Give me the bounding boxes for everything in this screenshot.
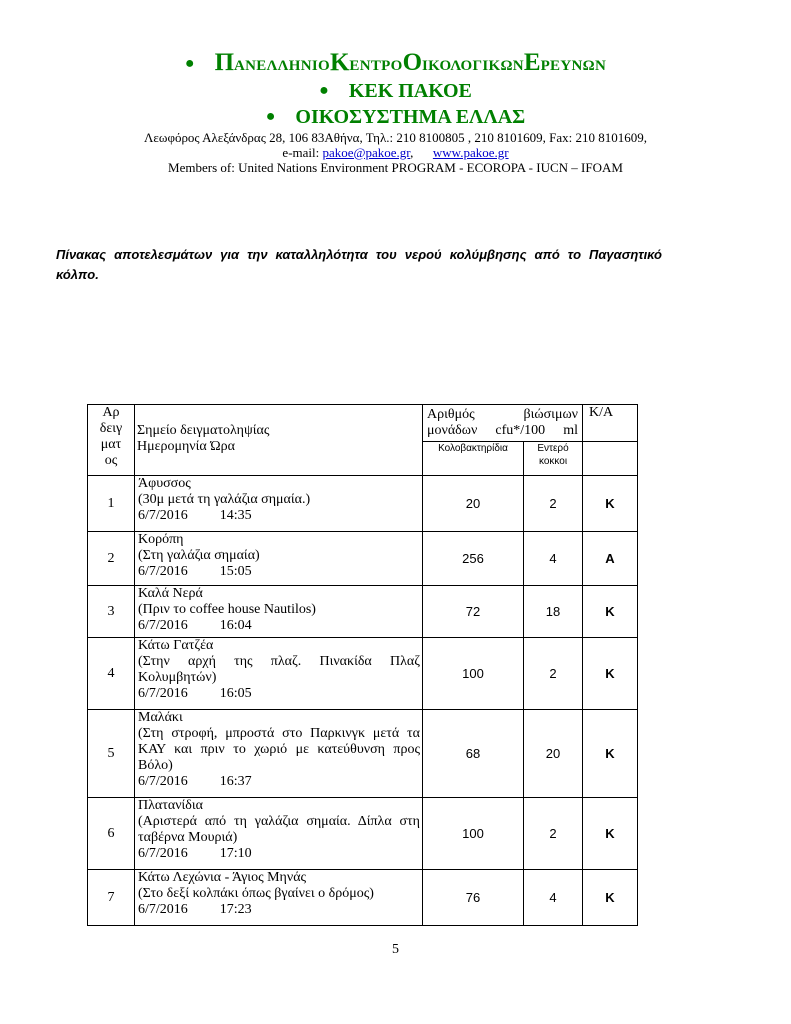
org-ecosystem xyxy=(0,105,791,131)
coliforms-value: 256 xyxy=(423,532,524,586)
enterococci-value: 4 xyxy=(524,532,583,586)
sample-datetime: 6/7/2016 14:35 xyxy=(138,508,252,523)
table-row xyxy=(88,798,638,870)
site-name: Πλατανίδια xyxy=(138,798,203,813)
table-row xyxy=(88,870,638,926)
address: Λεωφόρος Αλεξάνδρας 28, 106 83Αθήνα, Τηλ.: 210 8100805 , 210 8101609, Fax: 210 8101609, xyxy=(144,130,647,145)
sample-site xyxy=(135,870,423,926)
table-row xyxy=(88,710,638,798)
letterhead xyxy=(0,50,791,176)
header-enterococci: Εντερό κοκκοι xyxy=(524,442,583,476)
site-name: Κάτω Λεχώνια - Άγιος Μηνάς xyxy=(138,870,307,885)
bullet-icon: ● xyxy=(319,82,329,99)
contact-line: e-mail: pakoe@pakoe.gr, www.pakoe.gr xyxy=(282,144,509,160)
org-subtitle-text: ΚΕΚ ΠΑΚΟΕ xyxy=(348,80,472,102)
coliforms-value: 76 xyxy=(423,870,524,926)
enterococci-value: 4 xyxy=(524,870,583,926)
table-header-row xyxy=(88,405,638,442)
sample-no: 6 xyxy=(88,798,135,870)
coliforms-value: 100 xyxy=(423,798,524,870)
ka-status: K xyxy=(583,710,638,798)
table-row xyxy=(88,638,638,710)
site-name: Μαλάκι xyxy=(138,710,183,725)
table-row xyxy=(88,532,638,586)
memberships: Members of: United Nations Environment PROGRAM - ECOROPA - IUCN – IFOAM xyxy=(168,160,623,175)
ka-status: K xyxy=(583,638,638,710)
ka-status: K xyxy=(583,870,638,926)
site-description: (Στην αρχή της πλαζ. Πινακίδα Πλαζ Κολυμβητών) xyxy=(138,654,420,685)
site-name: Κάτω Γατζέα xyxy=(138,638,214,653)
org-word: ΚΕΝΤΡΟ xyxy=(329,49,403,76)
site-name: Άφυσσος xyxy=(138,476,191,491)
site-description: (Στη στροφή, μπροστά στο Παρκινγκ μετά τα ΚΑΥ και πριν το χωριό με κατεύθυνση προς Βόλο) xyxy=(138,726,420,773)
website-link[interactable]: www.pakoe.gr xyxy=(432,144,509,160)
enterococci-value: 18 xyxy=(524,586,583,638)
table-intro: Πίνακας αποτελεσμάτων για την καταλληλότητα του νερού κολύμβησης από το Παγασητικό κόλπο. xyxy=(56,247,662,282)
site-description: (Πριν το coffee house Nautilos) xyxy=(138,602,316,617)
header-sample-no: Αρ δειγ ματ ος xyxy=(88,405,135,476)
org-ecosystem-text: ΟΙΚΟΣΥΣΤΗΜΑ ΕΛΛΑΣ xyxy=(295,106,526,128)
site-name: Κορόπη xyxy=(138,532,184,547)
site-description: (Στη γαλάζια σημαία) xyxy=(138,548,260,563)
bullet-icon: ● xyxy=(265,108,276,125)
site-name: Καλά Νερά xyxy=(138,586,203,601)
coliforms-value: 72 xyxy=(423,586,524,638)
organization-name xyxy=(0,50,791,79)
email-label: e-mail: xyxy=(282,144,320,160)
sample-no: 1 xyxy=(88,476,135,532)
bullet-icon: ● xyxy=(184,55,195,72)
sample-site xyxy=(135,798,423,870)
table-row xyxy=(88,586,638,638)
sample-datetime: 6/7/2016 15:05 xyxy=(138,564,252,579)
site-description: (Στο δεξί κολπάκι όπως βγαίνει ο δρόμος) xyxy=(138,886,374,901)
sample-no: 2 xyxy=(88,532,135,586)
sample-site xyxy=(135,710,423,798)
email-link[interactable]: pakoe@pakoe.gr xyxy=(322,144,411,160)
sample-site xyxy=(135,476,423,532)
ka-status: K xyxy=(583,586,638,638)
sample-no: 3 xyxy=(88,586,135,638)
coliforms-value: 68 xyxy=(423,710,524,798)
ka-status: A xyxy=(583,532,638,586)
sample-site xyxy=(135,532,423,586)
enterococci-value: 2 xyxy=(524,798,583,870)
header-ka-empty xyxy=(583,442,638,476)
sample-no: 5 xyxy=(88,710,135,798)
header-sampling-site: Σημείο δειγματοληψίας Ημερομηνία Ώρα xyxy=(135,405,423,476)
enterococci-value: 20 xyxy=(524,710,583,798)
header-coliforms: Κολοβακτηρίδια xyxy=(423,442,524,476)
org-word: ΟΙΚΟΛΟΓΙΚΩΝ xyxy=(402,49,524,76)
header-cfu-count: Αριθμός βιώσιμων μονάδων cfu*/100 ml xyxy=(423,405,583,442)
sample-datetime: 6/7/2016 16:05 xyxy=(138,686,252,701)
sample-datetime: 6/7/2016 17:10 xyxy=(138,846,252,861)
table-row xyxy=(88,476,638,532)
sample-no: 4 xyxy=(88,638,135,710)
enterococci-value: 2 xyxy=(524,638,583,710)
org-word: ΕΡΕΥΝΩΝ xyxy=(523,49,607,76)
sample-site xyxy=(135,638,423,710)
ka-status: K xyxy=(583,476,638,532)
site-description: (Αριστερά από τη γαλάζια σημαία. Δίπλα στη ταβέρνα Μουριά) xyxy=(138,814,420,845)
results-table xyxy=(87,404,638,926)
sample-datetime: 6/7/2016 16:37 xyxy=(138,774,252,789)
org-word: ΠΑΝΕΛΛΗΝΙΟ xyxy=(214,49,330,76)
page-number: 5 xyxy=(392,942,399,957)
enterococci-value: 2 xyxy=(524,476,583,532)
header-ka: Κ/Α xyxy=(583,405,638,442)
coliforms-value: 100 xyxy=(423,638,524,710)
sample-datetime: 6/7/2016 17:23 xyxy=(138,902,252,917)
org-subtitle xyxy=(0,79,791,105)
sample-no: 7 xyxy=(88,870,135,926)
site-description: (30μ μετά τη γαλάζια σημαία.) xyxy=(138,492,311,507)
ka-status: K xyxy=(583,798,638,870)
sample-site xyxy=(135,586,423,638)
sample-datetime: 6/7/2016 16:04 xyxy=(138,618,252,633)
coliforms-value: 20 xyxy=(423,476,524,532)
